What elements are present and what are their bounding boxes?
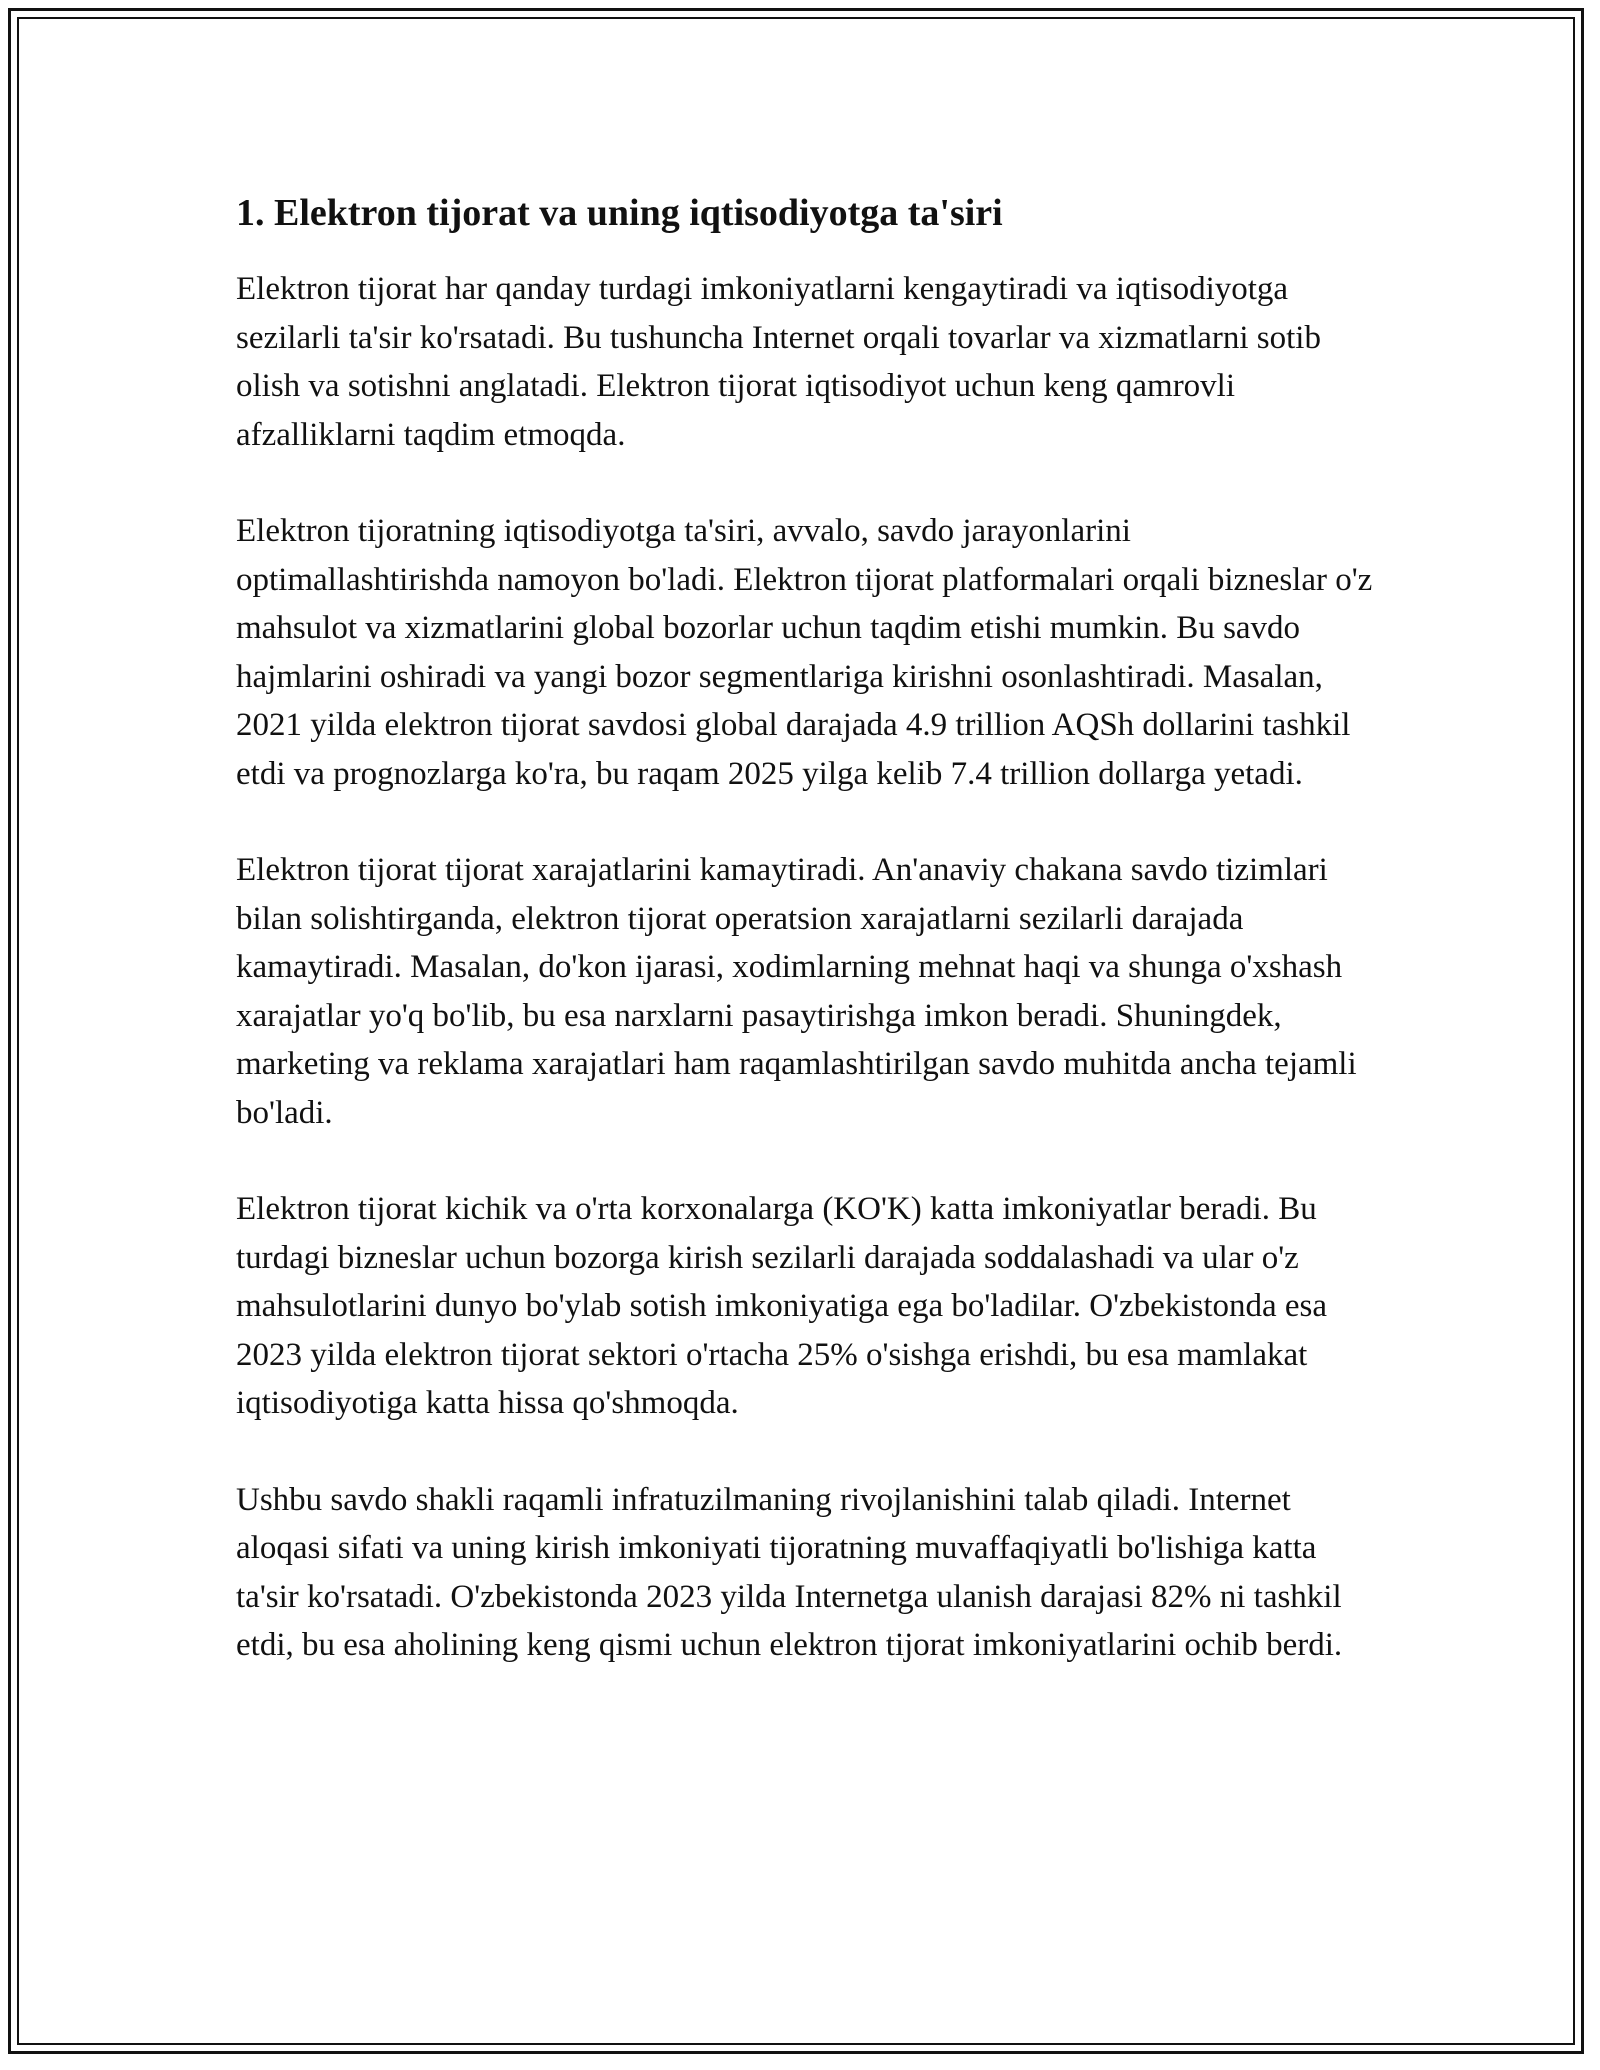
document-body	[236, 186, 1376, 1718]
paragraph-5: Ushbu savdo shakli raqamli infratuzilmaning rivojlanishini talab qiladi. Internet aloqasi sifati va uning kirish imkoniyati tijoratning muvaffaqiyatli bo'lishiga katta ta'sir ko'rsatadi. O'zbekistonda 2023 yilda Internetga ulanish darajasi 82% ni tashkil etdi, bu esa aholining keng qismi uchun elektron tijorat imkoniyatlarini ochib berdi.	[236, 1481, 1343, 1663]
section-heading: 1. Elektron tijorat va uning iqtisodiyotga ta'siri	[236, 192, 1003, 234]
paragraph-2: Elektron tijoratning iqtisodiyotga ta'siri, avvalo, savdo jarayonlarini optimallashtirishda namoyon bo'ladi. Elektron tijorat platformalari orqali bizneslar o'z mahsulot va xizmatlarini global bozorlar uchun taqdim etishi mumkin. Bu savdo hajmlarini oshiradi va yangi bozor segmentlariga kirishni osonlashtiradi. Masalan, 2021 yilda elektron tijorat savdosi global darajada 4.9 trillion AQSh dollarini tashkil etdi va prognozlarga ko'ra, bu raqam 2025 yilga kelib 7.4 trillion dollarga yetadi.	[236, 513, 1373, 792]
paragraph-4: Elektron tijorat kichik va o'rta korxonalarga (KO'K) katta imkoniyatlar beradi. Bu turdagi bizneslar uchun bozorga kirish sezilarli darajada soddalashadi va ular o'z mahsulotlarini dunyo bo'ylab sotish imkoniyatiga ega bo'ladilar. O'zbekistonda esa 2023 yilda elektron tijorat sektori o'rtacha 25% o'sishga erishdi, bu esa mamlakat iqtisodiyotiga katta hissa qo'shmoqda.	[236, 1191, 1328, 1421]
paragraph-1: Elektron tijorat har qanday turdagi imkoniyatlarni kengaytiradi va iqtisodiyotga sezilarli ta'sir ko'rsatadi. Bu tushuncha Internet orqali tovarlar va xizmatlarni sotib olish va sotishni anglatadi. Elektron tijorat iqtisodiyot uchun keng qamrovli afzalliklarni taqdim etmoqda.	[236, 271, 1321, 453]
paragraph-3: Elektron tijorat tijorat xarajatlarini kamaytiradi. An'anaviy chakana savdo tizimlari bilan solishtirganda, elektron tijorat operatsion xarajatlarni sezilarli darajada kamaytiradi. Masalan, do'kon ijarasi, xodimlarning mehnat haqi va shunga o'xshash xarajatlar yo'q bo'lib, bu esa narxlarni pasaytirishga imkon beradi. Shuningdek, marketing va reklama xarajatlari ham raqamlashtirilgan savdo muhitda ancha tejamli bo'ladi.	[236, 852, 1357, 1131]
